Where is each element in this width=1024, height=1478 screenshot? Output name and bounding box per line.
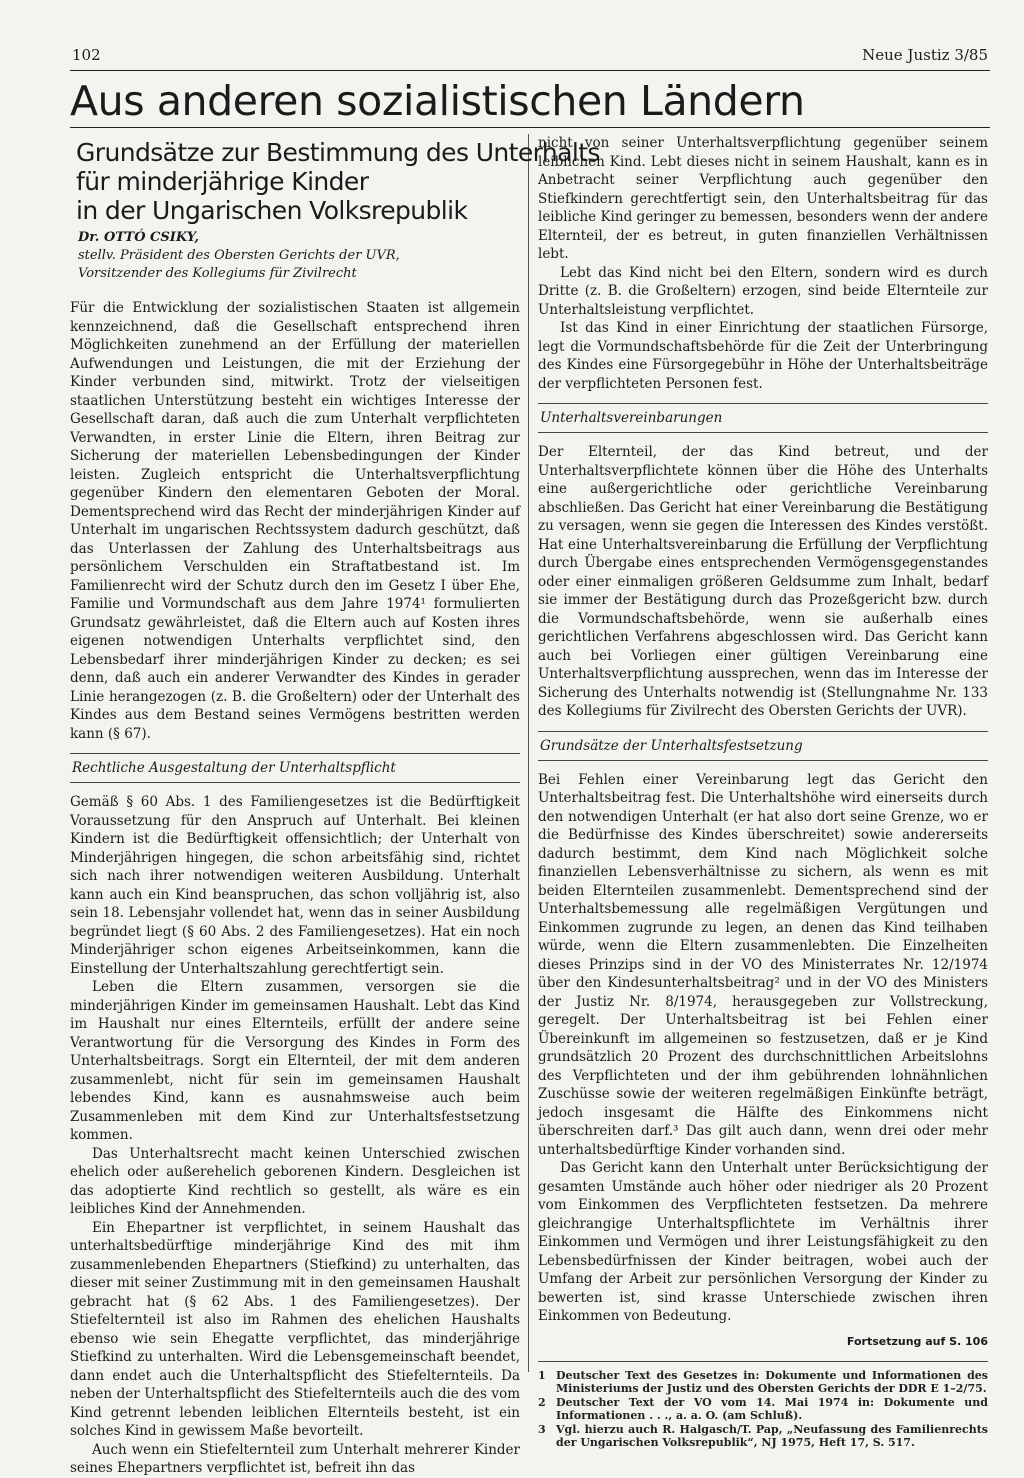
subheading: Grundsätze der Unterhaltsfestsetzung — [538, 731, 988, 761]
body-paragraph: Gemäß § 60 Abs. 1 des Familiengesetzes ist die Bedürftigkeit Voraussetzung für den Anspruch auf Unterhalt. Bei kleinen Kindern ist die Bedürftigkeit offensichtlich; der Unterhalt von Minderjährigen hingegen, die schon arbeitsfähig sind, richtet sich nach ihrer notwendigen weiteren Ausbildung. Unterhalt kann auch ein Kind beanspruchen, das schon volljährig ist, also sein 18. Lebensjahr vollendet hat, wenn das in seiner Ausbildung begründet liegt (§ 60 Abs. 2 des Familiengesetzes). Hat ein noch Minderjähriger schon eigenes Arbeitseinkommen, kann die Einstellung der Unterhaltszahlung gerechtfertigt sein. — [70, 794, 520, 977]
page-number: 102 — [72, 46, 101, 64]
header-rule — [70, 70, 990, 71]
section-rule — [70, 127, 990, 128]
footnote — [538, 1396, 988, 1423]
journal-issue: Neue Justiz 3/85 — [862, 46, 988, 64]
footnote-rule — [538, 1361, 988, 1362]
footnote-number: 3 — [538, 1422, 546, 1436]
footnote-text: Deutscher Text der VO vom 14. Mai 1974 in: Dokumente und Informationen . . ., a. a. O. (am Schluß). — [556, 1395, 988, 1422]
continuation-note: Fortsetzung auf S. 106 — [846, 1334, 988, 1348]
footnote-number: 1 — [538, 1368, 546, 1382]
body-paragraph: nicht von seiner Unterhaltsverpflichtung gegenüber seinem leiblichen Kind. Lebt dieses nicht in seinem Haushalt, kann es in Anbetracht seiner Verpflichtung auch gegenüber den Stiefkindern gerechtfertigt sein, den Unterhaltsbeitrag für das leibliche Kind geringer zu bemessen, besonders wenn der andere Elternteil, der es betreut, in guten finanziellen Verhältnissen lebt. — [538, 135, 988, 262]
body-paragraph: Der Elternteil, der das Kind betreut, und der Unterhaltsverpflichtete können über die Höhe des Unterhalts eine außergerichtliche oder gerichtliche Vereinbarung abschließen. Das Gericht hat einer Vereinbarung die Bestätigung zu versagen, wenn sie gegen die Interessen des Kindes verstößt. Hat eine Unterhaltsvereinbarung die Erfüllung der Verpflichtung durch Übergabe eines entsprechenden Vermögensgegenstandes oder einer einmaligen größeren Geldsumme zum Inhalt, bedarf sie immer der Bestätigung durch das Prozeßgericht bzw. durch die Vormundschaftsbehörde, wenn sie außerhalb eines gerichtlichen Verfahrens abgeschlossen wird. Das Gericht kann auch bei Vorliegen einer gültigen Vereinbarung eine Unterhaltsverpflichtung aussprechen, wenn das im Interesse der Sicherung des Unterhalts notwendig ist (Stellungnahme Nr. 133 des Kollegiums für Zivilrecht des Obersten Gerichts der UVR). — [538, 444, 988, 719]
footnote-text: Vgl. hierzu auch R. Halgasch/T. Pap, „Neufassung des Familienrechts der Ungarischen Volksrepublik“, NJ 1975, Heft 17, S. 517. — [556, 1422, 988, 1449]
footnote — [538, 1369, 988, 1396]
body-paragraph: Lebt das Kind nicht bei den Eltern, sondern wird es durch Dritte (z. B. die Großeltern) erzogen, sind beide Elternteile zur Unterhaltsleistung verpflichtet. — [538, 264, 988, 318]
subheading: Rechtliche Ausgestaltung der Unterhaltspflicht — [70, 753, 520, 783]
author-block — [78, 229, 520, 283]
footnote-text: Deutscher Text des Gesetzes in: Dokumente und Informationen des Ministeriums der Justiz und des Obersten Gerichts der DDR E 1–2/75. — [556, 1368, 988, 1395]
article-title-line: für minderjährige Kinder — [76, 167, 369, 196]
right-column — [538, 134, 988, 1450]
body-paragraph: Das Unterhaltsrecht macht keinen Unterschied zwischen ehelich oder außerehelich geborenen Kindern. Desgleichen ist das adoptierte Kind rechtlich so gestellt, als wäre es ein leibliches Kind der Annehmenden. — [70, 1145, 520, 1217]
body-paragraph: Das Gericht kann den Unterhalt unter Berücksichtigung der gesamten Umstände auch höher oder niedriger als 20 Prozent vom Einkommen des Verpflichteten festsetzen. Da mehrere gleichrangige Unterhaltspflichtete im Verhältnis ihrer Einkommen und Vermögen und ihrer Leistungsfähigkeit zu den Lebensbedürfnissen der Kinder beitragen, wobei auch der Umfang der Arbeit zur persönlichen Versorgung der Kinder zu bewerten ist, sind krasse Unterschiede zwischen ihren Einkommen von Bedeutung. — [538, 1160, 988, 1324]
subheading: Unterhaltsvereinbarungen — [538, 403, 988, 433]
intro-paragraph: Für die Entwicklung der sozialistischen Staaten ist allgemein kennzeichnend, daß die Gesellschaft entsprechend ihren Möglichkeiten zunehmend an der Erfüllung der materiellen Aufwendungen und Leistungen, die mit der Erziehung der Kinder verbunden sind, mitwirkt. Trotz der vielseitigen staatlichen Unterstützung besteht ein wichtiges Interesse der Gesellschaft daran, daß auch die zum Unterhalt verpflichteten Verwandten, in erster Linie die Eltern, ihren Beitrag zur Sicherung der materiellen Lebensbedingungen der Kinder leisten. Zugleich entspricht die Unterhaltsverpflichtung gegenüber Kindern den elementaren Geboten der Moral. Dementsprechend wird das Recht der minderjährigen Kinder auf Unterhalt im ungarischen Rechtssystem dadurch geschützt, daß das Unterlassen der Zahlung des Unterhaltsbeitrags aus persönlichem Verschulden ein Straftatbestand ist. Im Familienrecht wird der Schutz durch den im Gesetz I über Ehe, Familie und Vormundschaft aus dem Jahre 1974¹ formulierten Grundsatz gewährleistet, daß die Eltern auch auf Kosten ihres eigenen notwendigen Unterhalts verpflichtet sind, den Lebensbedarf ihrer minderjährigen Kinder zu decken; es sei denn, daß auch ein anderer Verwandter des Kindes in gerader Linie herangezogen (z. B. die Großeltern) oder der Unterhalt des Kindes aus dem Bestand seines Vermögens bestritten werden kann (§ 67). — [70, 300, 520, 742]
footnote-number: 2 — [538, 1395, 546, 1409]
author-name: Dr. OTTÓ CSIKY, — [78, 230, 199, 245]
author-role: Vorsitzender des Kollegiums für Zivilrecht — [78, 266, 357, 281]
author-role: stellv. Präsident des Obersten Gerichts der UVR, — [78, 248, 400, 263]
footnote — [538, 1423, 988, 1450]
body-paragraph: Auch wenn ein Stiefelternteil zum Unterhalt mehrerer Kinder seines Ehepartners verpflichtet ist, befreit ihn das — [70, 1441, 520, 1476]
body-paragraph: Bei Fehlen einer Vereinbarung legt das Gericht den Unterhaltsbeitrag fest. Die Unterhaltshöhe wird einerseits durch den notwendigen Unterhalt (er hat also dort seine Grenze, wo er die Bedürfnisse des Kindes überschreitet) sowie andererseits dadurch bestimmt, dem Kind nach Möglichkeit solche finanziellen Lebensverhältnisse zu sichern, als wenn es mit beiden Elternteilen zusammenlebt. Dementsprechend sind der Unterhaltsbemessung alle regelmäßigen Vergütungen und Einkommen zugrunde zu legen, an denen das Kind teilhaben würde, wenn die Eltern zusammenlebten. Die Einzelheiten dieses Prinzips sind in der VO des Ministerrates Nr. 12/1974 über den Kindesunterhaltsbeitrag² und in der VO des Ministers der Justiz Nr. 8/1974, herausgegeben zur Vollstreckung, geregelt. Der Unterhaltsbeitrag ist bei Fehlen einer Übereinkunft im allgemeinen so festzusetzen, daß er je Kind grundsätzlich 20 Prozent des durchschnittlichen Arbeitslohns des Verpflichteten und der ihm gebührenden lohnähnlichen Zuschüsse sowie der weiteren regelmäßigen Einkünfte beträgt, jedoch insgesamt die Hälfte des Einkommens nicht überschreiten darf.³ Das gilt auch dann, wenn drei oder mehr unterhaltsbedürftige Kinder vorhanden sind. — [538, 771, 988, 1158]
column-divider — [528, 134, 529, 1372]
article-title-line: in der Ungarischen Volksrepublik — [76, 196, 468, 225]
article-title — [76, 138, 600, 225]
section-title: Aus anderen sozialistischen Ländern — [70, 77, 805, 125]
body-paragraph: Ist das Kind in einer Einrichtung der staatlichen Fürsorge, legt die Vormundschaftsbehörde für die Zeit der Unterbringung des Kindes eine Fürsorgegebühr in Höhe der Unterhaltsbeiträge der verpflichteten Personen fest. — [538, 320, 988, 392]
article-title-line: Grundsätze zur Bestimmung des Unterhalts — [76, 138, 600, 167]
left-column — [70, 134, 600, 1478]
body-paragraph: Ein Ehepartner ist verpflichtet, in seinem Haushalt das unterhaltsbedürftige minderjährige Kind des mit ihm zusammenlebenden Ehepartners (Stiefkind) zu unterhalten, das dieser mit seiner Zustimmung mit in den gemeinsamen Haushalt gebracht hat (§ 62 Abs. 1 des Familiengesetzes). Der Stiefelternteil ist also im Rahmen des ehelichen Haushalts ebenso wie sein Ehegatte verpflichtet, das minderjährige Stiefkind zu unterhalten. Wird die Lebensgemeinschaft beendet, dann endet auch die Unterhaltspflicht des Stiefelternteils. Da neben der Unterhaltspflicht des Stiefelternteils auch die des vom Kind getrennt lebenden leiblichen Elternteils besteht, ist ein solches Kind in gewissem Maße bevorteilt. — [70, 1219, 520, 1439]
body-paragraph: Leben die Eltern zusammen, versorgen sie die minderjährigen Kinder im gemeinsamen Haushalt. Lebt das Kind im Haushalt nur eines Elternteils, erfüllt der andere seine Verantwortung für die Versorgung des Kindes in Form des Unterhaltsbeitrags. Sorgt ein Elternteil, der mit dem anderen zusammenlebt, nicht für sein im gemeinsamen Haushalt lebendes Kind, kann es ausnahmsweise auch beim Zusammenleben mit dem Kind zur Unterhaltsfestsetzung kommen. — [70, 979, 520, 1143]
